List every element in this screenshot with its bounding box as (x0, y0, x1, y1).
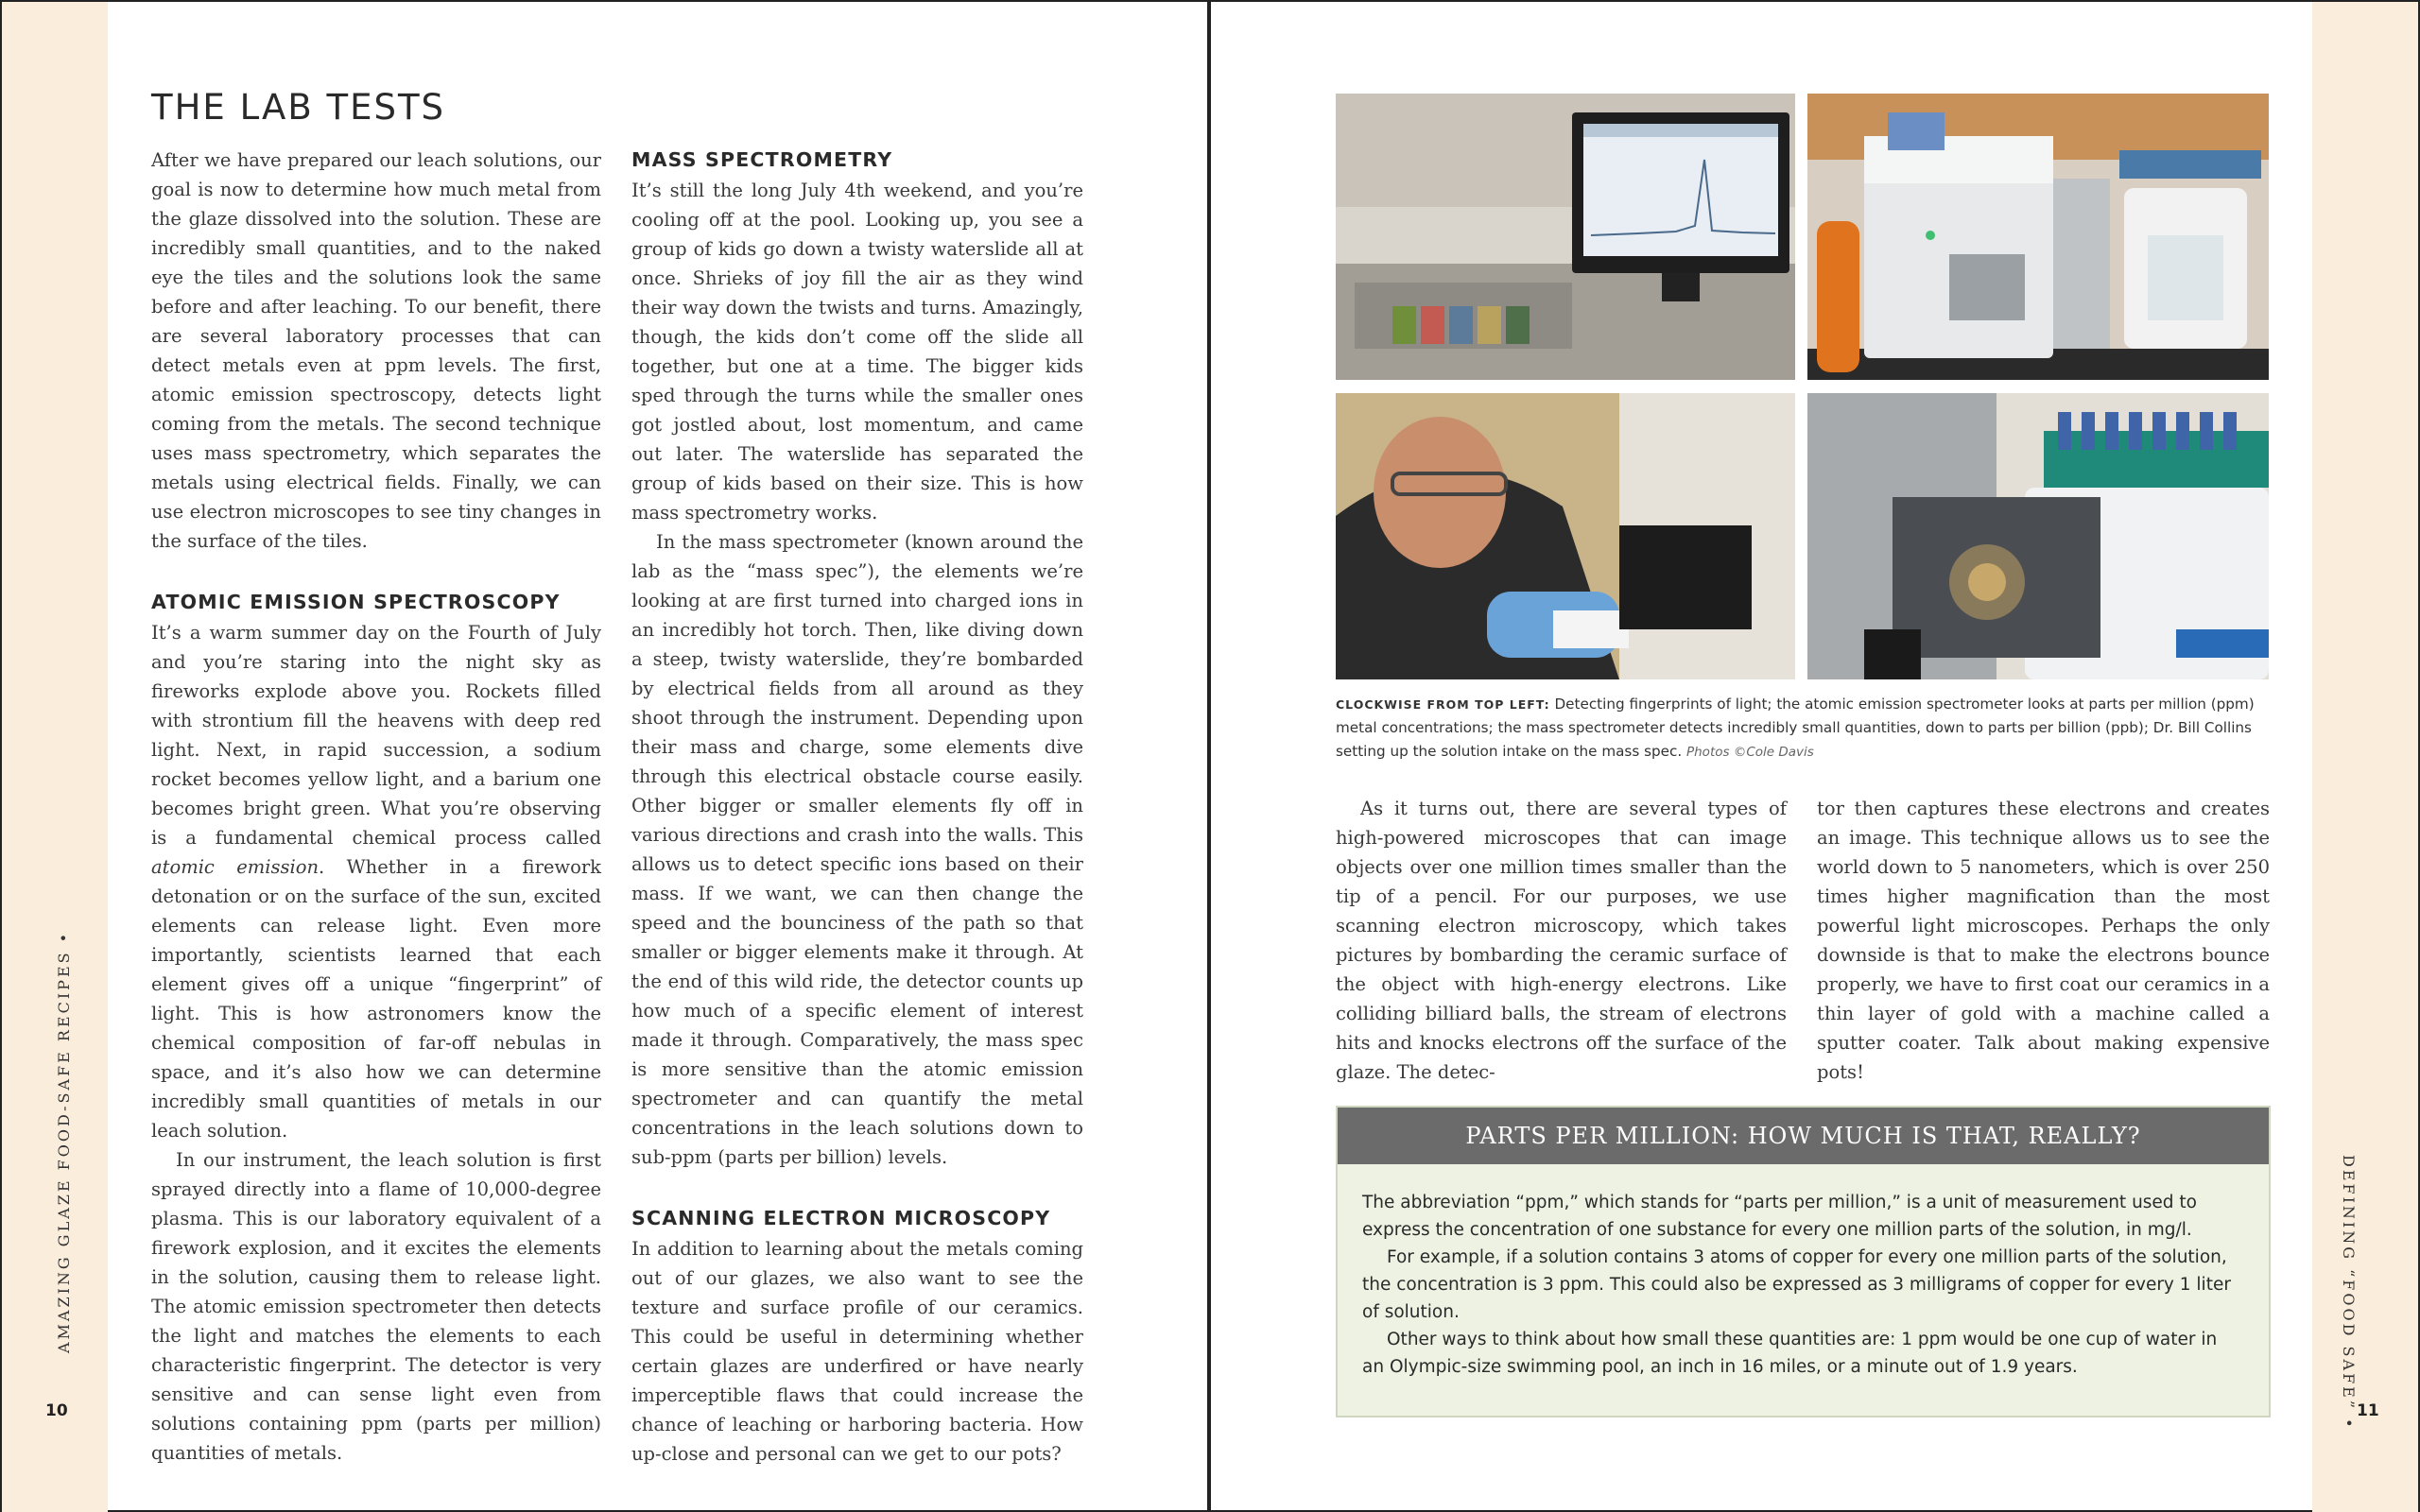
aes-paragraph-1 (151, 618, 601, 1145)
photo-researcher-at-intake (1336, 393, 1795, 679)
ppm-sidebar (1336, 1106, 2271, 1418)
sidebar-paragraph-2: For example, if a solution contains 3 atoms of copper for every one million parts of the solution, the concentration is 3 ppm. This could also be expressed as 3 milligrams of copper for every 1 liter of solution. (1362, 1247, 2231, 1322)
photo-emission-spectrometer (1807, 94, 2269, 380)
sem-heading: SCANNING ELECTRON MICROSCOPY (631, 1207, 1051, 1229)
photo-caption (1336, 693, 2272, 765)
caption-text: Detecting fingerprints of light; the atomic emission spectrometer looks at parts per million (ppm) metal concentrations; the mass spectrometer detects incredibly small quantities, down to parts per billion (ppb); Dr. Bill Collins setting up the solution intake on the mass spec. (1336, 696, 2255, 760)
sidebar-body (1338, 1164, 2269, 1381)
right-margin-band (2312, 2, 2418, 1512)
left-running-head: AMAZING GLAZE FOOD-SAFE RECIPES • (55, 930, 73, 1353)
aes-p1-text-b: . Whether in a firework detonation or on the surface of the sun, excited elements can release light. Even more importantly, scientists learned that each element gives off a unique “fingerprint” of light. This is how astronomers know the chemical composition of far-off nebulas in space, and it’s also how we can determine incredibly small quantities of metals in our leach solution. (151, 856, 601, 1142)
aes-p1-text-a: It’s a warm summer day on the Fourth of July and you’re staring into the night sky as fireworks explode above you. Rockets filled with strontium fill the heavens with deep red light. Next, in rapid succession, a sodium rocket becomes yellow light, and a barium one becomes bright green. What you’re observing is a fundamental chemical process called (151, 622, 601, 849)
caption-lead: CLOCKWISE FROM TOP LEFT: (1336, 697, 1550, 712)
sem-paragraph-2: As it turns out, there are several types of high-powered microscopes that can image objects over one million times smaller than the tip of a pencil. For our purposes, we use scanning electron microscopy, which takes pictures by bombarding the ceramic surface of the object with high-energy electrons. Like colliding billiard balls, the stream of electrons hits and knocks electrons off the surface of the glaze. The detec- (1336, 798, 1787, 1083)
sem-paragraph-1: In addition to learning about the metals coming out of our glazes, we also want to see the texture and surface profile of our ceramics. This could be useful in determining whether certain glazes are underfired or have nearly imperceptible flaws that could increase the chance of leaching or harboring bacteria. How up-close and personal can we get to our pots? (631, 1238, 1083, 1465)
aes-term: atomic emission (151, 856, 320, 878)
right-running-head: DEFINING “FOOD SAFE” • (2340, 1155, 2358, 1431)
sidebar-paragraph-3: Other ways to think about how small these quantities are: 1 ppm would be one cup of water in an Olympic-size swimming pool, an inch in 16 miles, or a minute out of 1.9 years. (1362, 1330, 2218, 1377)
middle-column (631, 146, 1083, 1469)
left-column (151, 146, 601, 1468)
sidebar-title: PARTS PER MILLION: HOW MUCH IS THAT, REALLY? (1338, 1108, 2269, 1164)
intro-paragraph: After we have prepared our leach solutions, our goal is now to determine how much metal from the glaze dissolved into the solution. These are incredibly small quantities, and to the naked eye the tiles and the solutions look the same before and after leaching. To our benefit, there are several laboratory processes that can detect metals even at ppm levels. The first, atomic emission spectroscopy, detects light coming from the metals. The second technique uses mass spectrometry, which separates the metals using electrical fields. Finally, we can use electron microscopes to see tiny changes in the surface of the tiles. (151, 149, 601, 552)
right-running-head-text: DEFINING “FOOD SAFE” (2340, 1155, 2358, 1412)
aes-paragraph-2: In our instrument, the leach solution is first sprayed directly into a flame of 10,000-degree plasma. This is our laboratory equivalent of a firework explosion, and it excites the elements in the solution, causing them to release light. The atomic emission spectrometer then detects the light and matches the elements to each characteristic fingerprint. The detector is very sensitive and can sense light even from solutions containing ppm (parts per million) quantities of metals. (151, 1149, 601, 1464)
sidebar-paragraph-1: The abbreviation “ppm,” which stands for “parts per million,” is a unit of measurement used to express the concentration of one substance for every one million parts of the solution, in mg/l. (1362, 1193, 2198, 1240)
ms-paragraph-1: It’s still the long July 4th weekend, and you’re cooling off at the pool. Looking up, you see a group of kids go down a twisty waterslide all at once. Shrieks of joy fill the air as they wind their way down the twists and turns. Amazingly, though, the kids don’t come off the slide all together, but one at a time. The bigger kids sped through the turns while the smaller ones got jostled about, lost momentum, and came out later. The waterslide has separated the group of kids based on their size. This is how mass spectrometry works. (631, 180, 1083, 524)
ms-heading: MASS SPECTROMETRY (631, 148, 893, 171)
left-page-number: 10 (45, 1401, 68, 1420)
ms-paragraph-2: In the mass spectrometer (known around the lab as the “mass spec”), the elements we’re looking at are first turned into charged ions in an incredibly hot torch. Then, like diving down a steep, twisty waterslide, they’re bombarded by electrical fields from all around as they shoot through the instrument. Depending upon their mass and charge, some elements dive through this electrical obstacle course easily. Other bigger or smaller elements fly off in various directions and crash into the walls. This allows us to detect specific ions based on their mass. If we want, we can then change the speed and the bounciness of the path so that smaller or bigger elements make it through. At the end of this wild ride, the detector counts up how much of a specific element of interest made it through. Comparatively, the mass spec is more sensitive than the atomic emission spectrometer and can quantify the metal concentrations in the leach solutions down to sub-ppm (parts per billion) levels. (631, 531, 1083, 1168)
left-running-head-text: AMAZING GLAZE FOOD-SAFE RECIPES (55, 950, 73, 1353)
right-column-1 (1336, 794, 1787, 1087)
photo-spectrometer-monitor (1336, 94, 1795, 380)
book-gutter (1207, 0, 1210, 1512)
right-page-number: 11 (2357, 1401, 2379, 1420)
page-title: THE LAB TESTS (151, 87, 446, 128)
sem-paragraph-3: tor then captures these electrons and creates an image. This technique allows us to see the world down to 5 nanometers, which is over 250 times higher magnification than the most powerful light microscopes. Perhaps the only downside is that to make the electrons bounce properly, we have to first coat our ceramics in a thin layer of gold with a machine called a sputter coater. Talk about making expensive pots! (1817, 798, 2270, 1083)
photo-mass-spectrometer (1807, 393, 2269, 679)
aes-heading: ATOMIC EMISSION SPECTROSCOPY (151, 591, 561, 613)
right-column-2 (1817, 794, 2270, 1087)
photo-credit: Photos ©Cole Davis (1685, 745, 1814, 760)
